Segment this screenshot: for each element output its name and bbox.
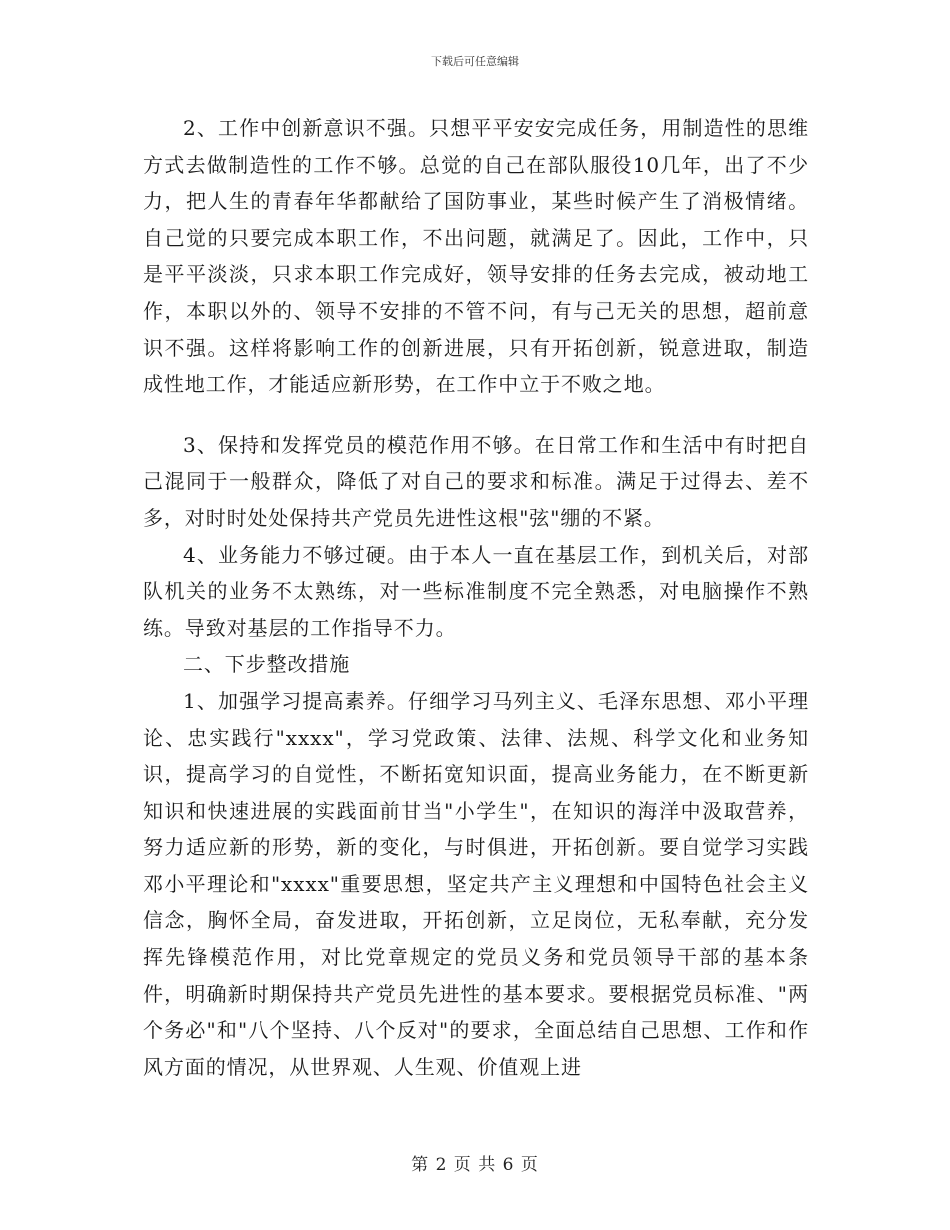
paragraph-item-4: 4、业务能力不够过硬。由于本人一直在基层工作，到机关后，对部队机关的业务不太熟练，对一些标准制度不完全熟悉，对电脑操作不熟练。导致对基层的工作指导不力。 xyxy=(143,542,809,640)
page-number: 第 2 页 共 6 页 xyxy=(411,1155,539,1175)
section-heading: 二、下步整改措施 xyxy=(183,652,351,677)
paragraph-item-3: 3、保持和发挥党员的模范作用不够。在日常工作和生活中有时把自己混同于一般群众，降低了对自己的要求和标准。满足于过得去、差不多，对时时处处保持共产党员先进性这根"弦"绷的不紧。 xyxy=(143,432,809,530)
page-header-note: 下载后可任意编辑 xyxy=(431,55,519,68)
document-body xyxy=(143,110,809,1085)
paragraph-item-2: 2、工作中创新意识不强。只想平平安安完成任务，用制造性的思维方式去做制造性的工作不够。总觉的自己在部队服役10几年，出了不少力，把人生的青春年华都献给了国防事业，某些时候产生了消极情绪。自己觉的只要完成本职工作，不出问题，就满足了。因此，工作中，只是平平淡淡，只求本职工作完成好，领导安排的任务去完成，被动地工作，本职以外的、领导不安排的不管不问，有与己无关的思想，超前意识不强。这样将影响工作的创新进展，只有开拓创新，锐意进取，制造成性地工作，才能适应新形势，在工作中立于不败之地。 xyxy=(143,116,809,397)
paragraph-measure-1: 1、加强学习提高素养。仔细学习马列主义、毛泽东思想、邓小平理论、忠实践行"xxxx"，学习党政策、法律、法规、科学文化和业务知识，提高学习的自觉性，不断拓宽知识面，提高业务能力，在不断更新知识和快速进展的实践面前甘当"小学生"，在知识的海洋中汲取营养，努力适应新的形势，新的变化，与时俱进，开拓创新。要自觉学习实践邓小平理论和"xxxx"重要思想，坚定共产主义理想和中国特色社会主义信念，胸怀全局，奋发进取，开拓创新，立足岗位，无私奉献，充分发挥先锋模范作用，对比党章规定的党员义务和党员领导干部的基本条件，明确新时期保持共产党员先进性的基本要求。要根据党员标准、"两个务必"和"八个坚持、八个反对"的要求，全面总结自己思想、工作和作风方面的情况，从世界观、人生观、价值观上进 xyxy=(143,688,809,1079)
